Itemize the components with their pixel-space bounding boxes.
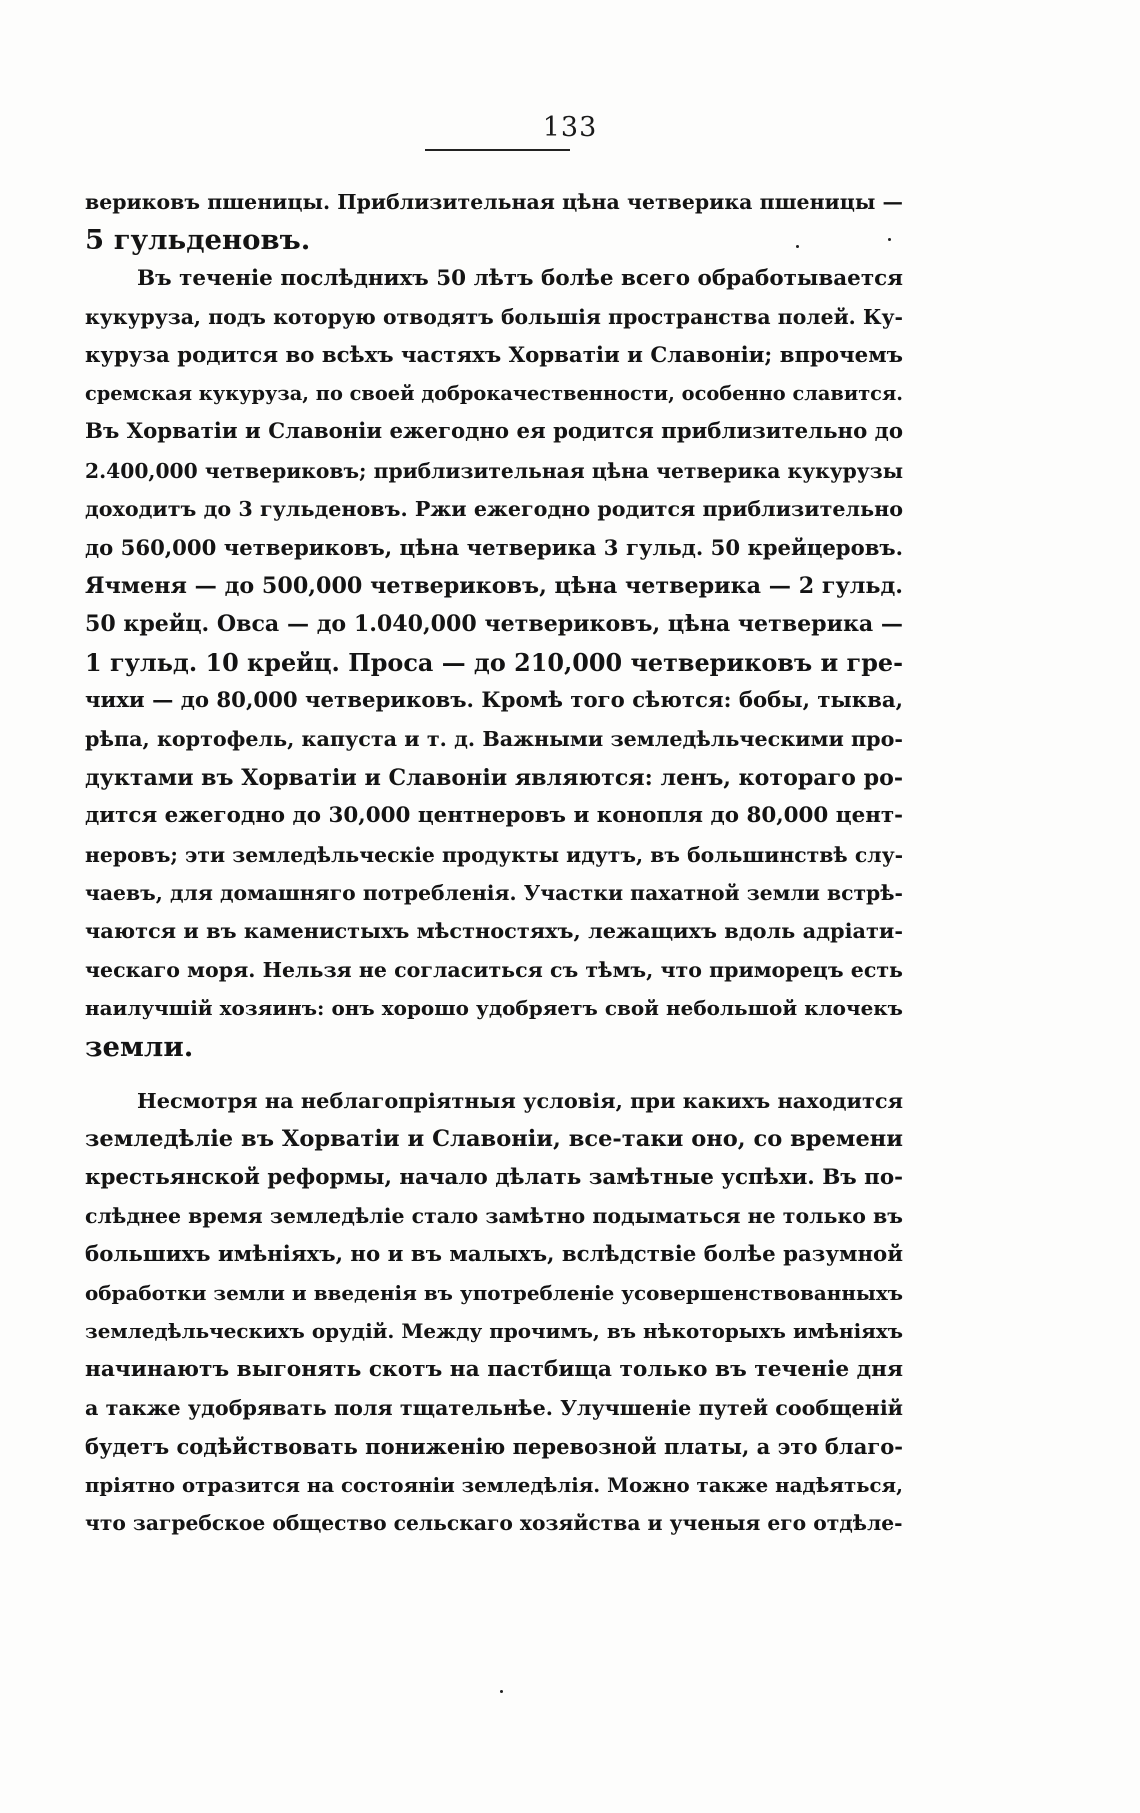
text-line: начинаютъ выгонять скотъ на пастбища только въ теченіе дня: [85, 1356, 903, 1382]
text-line: до 560,000 четвериковъ, цѣна четверика 3 гульд. 50 крейцеровъ.: [85, 534, 903, 560]
scan-speck: [796, 245, 799, 248]
paragraph: [85, 260, 903, 1066]
text-line: 1 гульд. 10 крейц. Проса — до 210,000 четвериковъ и гре-: [85, 648, 903, 677]
paragraph-gap: [85, 1066, 903, 1082]
body-text: [85, 183, 903, 1543]
paragraph: [85, 1082, 903, 1543]
text-line: обработки земли и введенія въ употребленіе усовершенствованныхъ: [85, 1280, 903, 1305]
text-line: рѣпа, кортофель, капуста и т. д. Важными земледѣльческими про-: [85, 727, 903, 752]
text-line: неровъ; эти земледѣльческіе продукты идутъ, въ большинствѣ слу-: [85, 842, 903, 867]
text-line: дуктами въ Хорватіи и Славоніи являются: ленъ, котораго ро-: [85, 764, 903, 791]
text-line: что загребское общество сельскаго хозяйства и ученыя его отдѣле-: [85, 1511, 903, 1536]
text-line: а также удобрявать поля тщательнѣе. Улучшеніе путей сообщеній: [85, 1396, 903, 1421]
text-line: земледѣльческихъ орудій. Между прочимъ, въ нѣкоторыхъ имѣніяхъ: [85, 1319, 903, 1344]
text-line: 50 крейц. Овса — до 1.040,000 четвериковъ, цѣна четверика —: [85, 611, 903, 638]
text-line: дится ежегодно до 30,000 центнеровъ и конопля до 80,000 цент-: [85, 803, 903, 829]
text-line: Въ Хорватіи и Славоніи ежегодно ея родится приблизительно до: [85, 419, 903, 445]
text-line: Въ теченіе послѣднихъ 50 лѣтъ болѣе всего обработывается: [137, 265, 903, 291]
text-line: доходитъ до 3 гульденовъ. Ржи ежегодно родится приблизительно: [85, 497, 903, 522]
page-number: 133: [542, 112, 598, 143]
scan-speck: [500, 1690, 503, 1693]
text-line: ческаго моря. Нельзя не согласиться съ тѣмъ, что приморецъ есть: [85, 957, 903, 982]
text-line: пріятно отразится на состояніи земледѣлія. Можно также надѣяться,: [85, 1472, 903, 1497]
text-line: чаевъ, для домашняго потребленія. Участки пахатной земли встрѣ-: [85, 881, 903, 906]
paragraph: [85, 183, 903, 260]
text-line: 5 гульденовъ.: [85, 224, 311, 257]
text-line: чихи — до 80,000 четвериковъ. Кромѣ того сѣются: бобы, тыква,: [85, 688, 903, 714]
text-line: сремская кукуруза, по своей доброкачественности, особенно славится.: [85, 381, 903, 405]
scan-speck: [888, 238, 891, 241]
text-line: куруза родится во всѣхъ частяхъ Хорватіи и Славоніи; впрочемъ: [85, 342, 903, 368]
text-line: земли.: [85, 1030, 194, 1063]
page-number-rule: [425, 149, 570, 151]
text-line: вериковъ пшеницы. Приблизительная цѣна четверика пшеницы —: [85, 190, 903, 214]
text-line: земледѣліе въ Хорватіи и Славоніи, все-таки оно, со времени: [85, 1126, 903, 1153]
text-line: большихъ имѣніяхъ, но и въ малыхъ, вслѣдствіе болѣе разумной: [85, 1241, 903, 1267]
text-line: кукуруза, подъ которую отводятъ большія пространства полей. Ку-: [85, 305, 903, 330]
text-line: чаются и въ каменистыхъ мѣстностяхъ, лежащихъ вдоль адріати-: [85, 918, 903, 944]
text-line: Несмотря на неблагопріятныя условія, при какихъ находится: [137, 1087, 903, 1113]
text-line: будетъ содѣйствовать пониженію перевозной платы, а это благо-: [85, 1433, 903, 1459]
text-line: Ячменя — до 500,000 четвериковъ, цѣна четверика — 2 гульд.: [85, 572, 903, 599]
text-line: 2.400,000 четвериковъ; приблизительная цѣна четверика кукурузы: [85, 458, 903, 483]
text-line: наилучшій хозяинъ: онъ хорошо удобряетъ свой небольшой клочекъ: [85, 996, 903, 1021]
text-line: крестьянской реформы, начало дѣлать замѣтные успѣхи. Въ по-: [85, 1164, 903, 1190]
text-line: слѣднее время земледѣліе стало замѣтно подыматься не только въ: [85, 1204, 903, 1229]
